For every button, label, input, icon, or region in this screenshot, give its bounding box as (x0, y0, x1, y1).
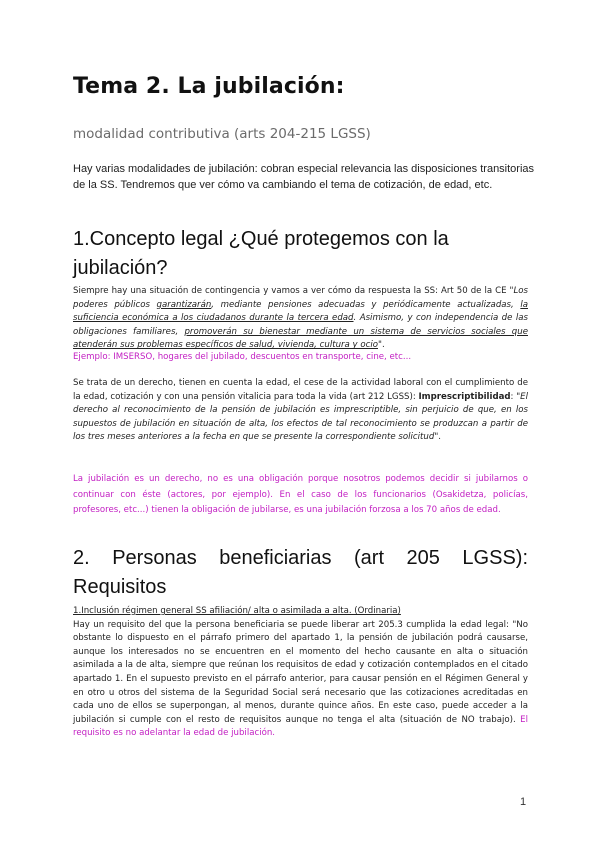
obligation-paragraph: La jubilación es un derecho, no es una obligación porque nosotros podemos decidir si jubilarnos o continuar con éste (actores, por ejemplo). En el caso de los funcionarios (Osakidetza, policías, profesores, etc...) tienen la obligación de jubilarse, es una jubilación forzosa a los 70 años de edad. (73, 474, 528, 516)
section2-heading: 2. Personas beneficiarias (art 205 LGSS): Requisitos (73, 547, 528, 598)
inclusion-body: Hay un requisito del que la persona beneficiaria se puede liberar art 205.3 cumplida la edad legal: "No obstante lo dispuesto en el párrafo primero del apartado 1, la pensión de jubilación podrá causarse, aunque los interesados no se encuentren en el momento del hecho causante en alta o situación asimilada a la de alta, siempre que reúnan los requisitos de edad y cotización contemplados en el citado apartado 1. En el supuesto previsto en el párrafo anterior, para causar pensión en el Régimen General y en otro u otros del sistema de la Seguridad Social será necesario que las cotizaciones acreditadas en cada uno de ellos se superpongan, al menos, durante quince años. En este caso, puede acceder a la jubilación si cumple con el resto de requisitos aunque no tenga el alta (situación de NO trabajo). (73, 619, 528, 725)
quote-underlined-2: la suficiencia económica a los ciudadanos durante la tercera edad (73, 299, 528, 324)
imprescriptibilidad-term: Imprescriptibilidad (418, 391, 511, 402)
derecho-paragraph (73, 377, 528, 445)
section1-heading: 1.Concepto legal ¿Qué protegemos con la jubilación? (73, 228, 449, 279)
document-subtitle: modalidad contributiva (arts 204-215 LGSS) (73, 126, 371, 142)
constitution-quote-paragraph (73, 285, 528, 353)
quote-text-1: Los poderes públicos (73, 286, 528, 310)
document-title: Tema 2. La jubilación: (73, 74, 345, 99)
quote-intro-text: Siempre hay una situación de contingencia y vamos a ver cómo da respuesta la SS: Art 50 de la CE " (73, 286, 514, 296)
derecho-text: Se trata de un derecho, tienen en cuenta la edad, el cese de la actividad laboral con el cumplimiento de la edad, cotización y con una pensión vitalicia para toda la vida (art 212 LGSS): (73, 378, 528, 402)
quote-underlined-1: garantizarán (156, 299, 212, 310)
inclusion-paragraph (73, 619, 528, 741)
inclusion-highlight: El requisito es no adelantar la edad de jubilación. (73, 714, 528, 739)
intro-paragraph: Hay varias modalidades de jubilación: cobran especial relevancia las disposiciones transitorias de la SS. Tendremos que ver cómo va cambiando el tema de cotización, de edad, etc. (73, 163, 535, 191)
inclusion-subheading: 1.Inclusión régimen general SS afiliación/ alta o asimilada a alta. (Ordinaria) (73, 606, 401, 616)
example-line: Ejemplo: IMSERSO, hogares del jubilado, descuentos en transporte, cine, etc... (73, 352, 412, 362)
inclusion-block (73, 605, 528, 741)
derecho-colon: : " (510, 391, 521, 402)
quote-close: ". (378, 340, 385, 351)
derecho-quote-close: ". (434, 432, 441, 443)
quote-underlined-3: promoverán su bienestar mediante un sistema de servicios sociales que atenderán sus problemas específicos de salud, vivienda, cultura y ocio (73, 326, 528, 351)
quote-text-3: . Asimismo, y con independencia de las obligaciones familiares, (73, 313, 528, 337)
derecho-quote: El derecho al reconocimiento de la pensión de jubilación es imprescriptible, sin perjuicio de que, en los supuestos de jubilación en situación de alta, los efectos de tal reconocimiento se produzcan a partir de los tres meses anteriores a la fecha en que se presente la correspondiente solicitud (73, 391, 528, 443)
quote-text-2: , mediante pensiones adecuadas y periódicamente actualizadas, (211, 299, 521, 310)
page-number: 1 (520, 796, 527, 808)
